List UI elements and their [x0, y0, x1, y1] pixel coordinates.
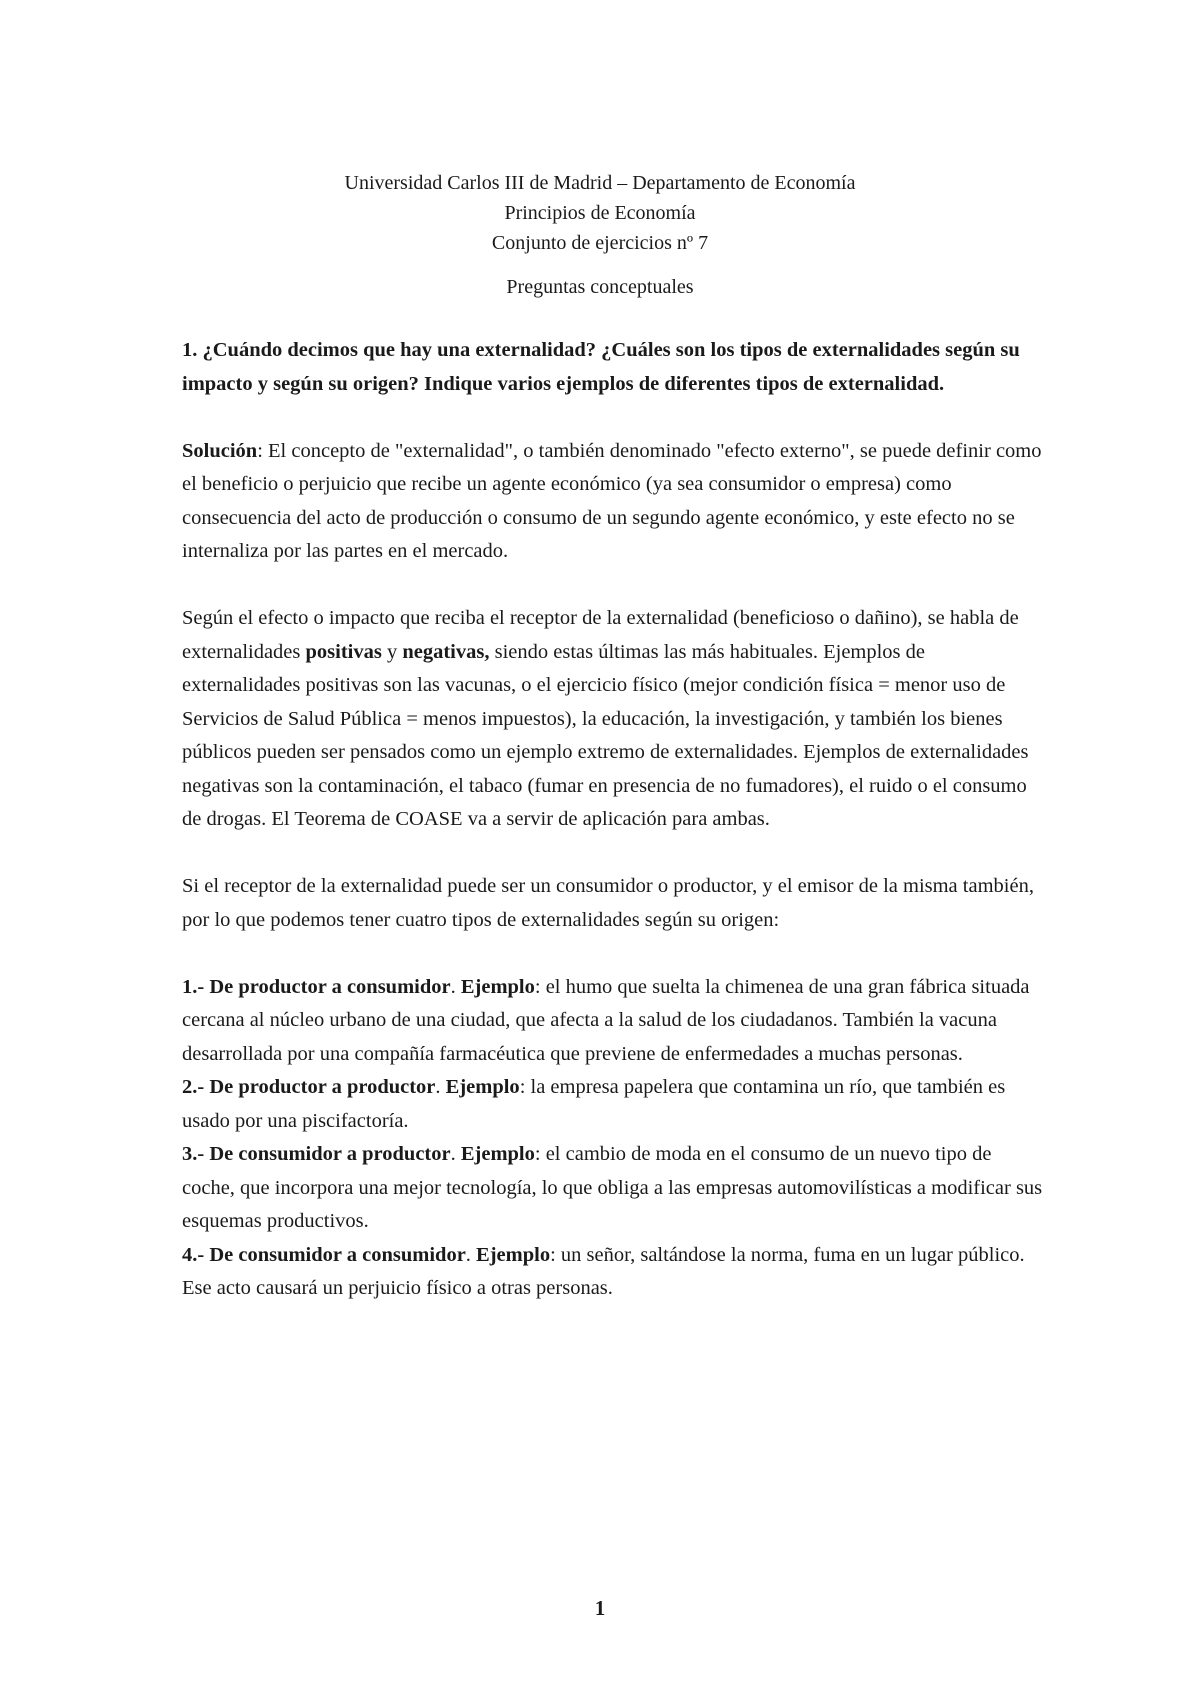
p2-text-b: y	[381, 640, 403, 663]
solution-paragraph-1	[182, 435, 1044, 569]
solution-paragraph-1-text: : El concepto de "externalidad", o también denominado "efecto externo", se puede definir como el beneficio o perjuicio que recibe un agente económico (ya sea consumidor o empresa) como consecuencia del acto de producción o consumo de un segundo agente económico, y este efecto no se internaliza por las partes en el mercado.	[182, 439, 1042, 562]
solution-label: Solución	[182, 439, 258, 462]
type-separator-2: .	[435, 1076, 446, 1098]
example-label-2: Ejemplo	[445, 1076, 520, 1098]
solution-paragraph-3: Si el receptor de la externalidad puede ser un consumidor o productor, y el emisor de la misma también, por lo que podemos tener cuatro tipos de externalidades según su origen:	[182, 875, 1034, 931]
document-body	[182, 334, 1044, 1306]
example-label-1: Ejemplo	[460, 975, 535, 998]
exercise-set-title: Conjunto de ejercicios nº 7	[491, 232, 709, 254]
type-item-2	[182, 1071, 1044, 1138]
example-label-3: Ejemplo	[460, 1143, 535, 1165]
type-text-4: : un señor, saltándose la norma, fuma en un lugar público. Ese acto causará un perjuicio físico a otras personas.	[182, 1243, 1025, 1299]
page-number: 1	[594, 1596, 606, 1620]
type-title-3: 3.- De consumidor a productor	[182, 1143, 451, 1165]
p2-text-c: siendo estas últimas las más habituales. Ejemplos de externalidades positivas son las vacunas, o el ejercicio físico (mejor condición física = menor uso de Servicios de Salud Pública = menos impuestos), la educación, la investigación, y también los bienes públicos pueden ser pensados como un ejemplo extremo de externalidades. Ejemplos de externalidades negativas son la contaminación, el tabaco (fumar en presencia de no fumadores), el ruido o el consumo de drogas. El Teorema de COASE va a servir de aplicación para ambas.	[182, 640, 1029, 830]
type-separator-4: .	[465, 1243, 477, 1266]
document-header	[0, 168, 1200, 302]
type-text-1: : el humo que suelta la chimenea de una gran fábrica situada cercana al núcleo urbano de una ciudad, que afecta a la salud de los ciudadanos. También la vacuna desarrollada por una compañía farmacéutica que previene de enfermedades a muchas personas.	[182, 975, 1030, 1065]
solution-paragraph-2	[182, 602, 1044, 837]
example-label-4: Ejemplo	[476, 1243, 551, 1266]
type-separator-3: .	[450, 1143, 461, 1165]
type-title-2: 2.- De productor a productor	[182, 1076, 436, 1098]
positive-term: positivas	[305, 640, 382, 663]
type-item-1	[182, 971, 1044, 1072]
type-title-4: 4.- De consumidor a consumidor	[182, 1243, 466, 1266]
p2-text-a: Según el efecto o impacto que reciba el receptor de la externalidad (beneficioso o dañino), se habla de externalidades	[182, 607, 1019, 663]
type-item-3	[182, 1138, 1044, 1239]
section-title: Preguntas conceptuales	[506, 276, 694, 298]
question-text: 1. ¿Cuándo decimos que hay una externalidad? ¿Cuáles son los tipos de externalidades según su impacto y según su origen? Indique varios ejemplos de diferentes tipos de externalidad.	[182, 339, 1020, 395]
type-text-3: : el cambio de moda en el consumo de un nuevo tipo de coche, que incorpora una mejor tecnología, lo que obliga a las empresas automovilísticas a modificar sus esquemas productivos.	[182, 1143, 1043, 1232]
type-item-4	[182, 1239, 1044, 1306]
course-title: Principios de Economía	[504, 202, 696, 224]
university-title: Universidad Carlos III de Madrid – Departamento de Economía	[344, 172, 856, 194]
type-title-1: 1.- De productor a consumidor	[182, 975, 451, 998]
type-separator-1: .	[450, 975, 461, 998]
type-text-2: : la empresa papelera que contamina un río, que también es usado por una piscifactoría.	[182, 1076, 1006, 1132]
negative-term: negativas,	[402, 640, 490, 663]
